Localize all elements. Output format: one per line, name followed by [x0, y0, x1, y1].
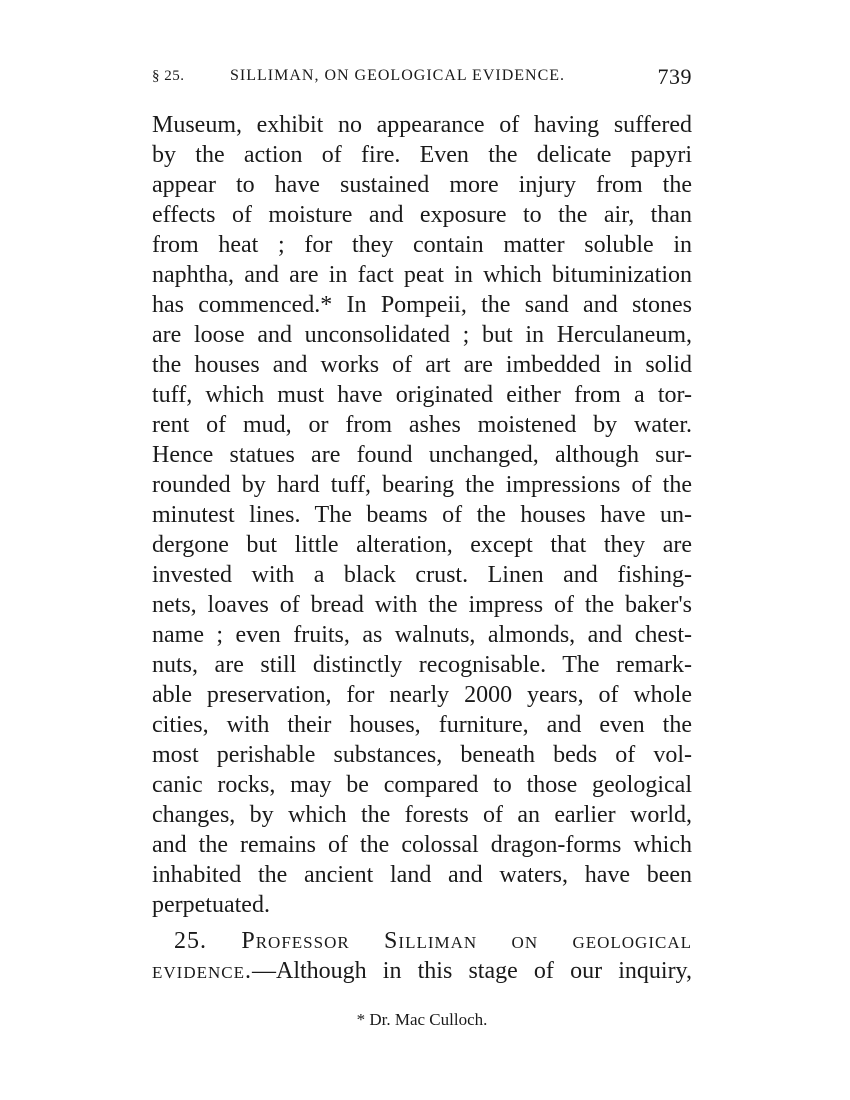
text-line: are loose and unconsolidated ; but in Herculaneum,: [152, 322, 692, 348]
page-number: 739: [657, 64, 692, 89]
text-line: the houses and works of art are imbedded in solid: [152, 352, 692, 378]
text-line: Hence statues are found unchanged, although sur-: [152, 442, 692, 468]
text-line: nuts, are still distinctly recognisable. The remark-: [152, 652, 692, 678]
text-line: by the action of fire. Even the delicate papyri: [152, 142, 692, 168]
section-25-text: —Although in this stage of our inquiry,: [251, 958, 692, 984]
section-25-line: [152, 956, 692, 986]
running-head: [152, 64, 692, 94]
text-line: rounded by hard tuff, bearing the impressions of the: [152, 472, 692, 498]
section-25-heading-word: evidence.: [152, 958, 252, 984]
text-line: changes, by which the forests of an earlier world,: [152, 802, 692, 828]
body-text: [152, 110, 692, 986]
text-line: invested with a black crust. Linen and fishing-: [152, 562, 692, 588]
text-line: from heat ; for they contain matter soluble in: [152, 232, 692, 258]
text-line: perpetuated.: [152, 892, 270, 918]
text-line: canic rocks, may be compared to those geological: [152, 772, 692, 798]
text-line: and the remains of the colossal dragon-forms which: [152, 832, 692, 858]
text-line: appear to have sustained more injury from the: [152, 172, 692, 198]
text-line: effects of moisture and exposure to the air, than: [152, 202, 692, 228]
section-number: § 25.: [152, 68, 185, 84]
text-line: dergone but little alteration, except that they are: [152, 532, 692, 558]
text-line: cities, with their houses, furniture, and even the: [152, 712, 692, 738]
running-title: SILLIMAN, ON GEOLOGICAL EVIDENCE.: [230, 67, 566, 84]
text-line: name ; even fruits, as walnuts, almonds, and chest-: [152, 622, 692, 648]
text-line: nets, loaves of bread with the impress of the baker's: [152, 592, 692, 618]
footnote: * Dr. Mac Culloch.: [356, 1010, 488, 1029]
text-line: tuff, which must have originated either from a tor-: [152, 382, 692, 408]
text-line: able preservation, for nearly 2000 years, of whole: [152, 682, 692, 708]
text-line: Museum, exhibit no appearance of having suffered: [152, 112, 692, 138]
text-line: minutest lines. The beams of the houses have un-: [152, 502, 692, 528]
text-line: inhabited the ancient land and waters, have been: [152, 862, 692, 888]
text-line: naphtha, and are in fact peat in which bituminization: [152, 262, 692, 288]
text-line: has commenced.* In Pompeii, the sand and stones: [152, 292, 692, 318]
text-line: rent of mud, or from ashes moistened by water.: [152, 412, 692, 438]
text-line: most perishable substances, beneath beds of vol-: [152, 742, 692, 768]
section-25-heading: 25. Professor Silliman on geological: [174, 928, 692, 954]
